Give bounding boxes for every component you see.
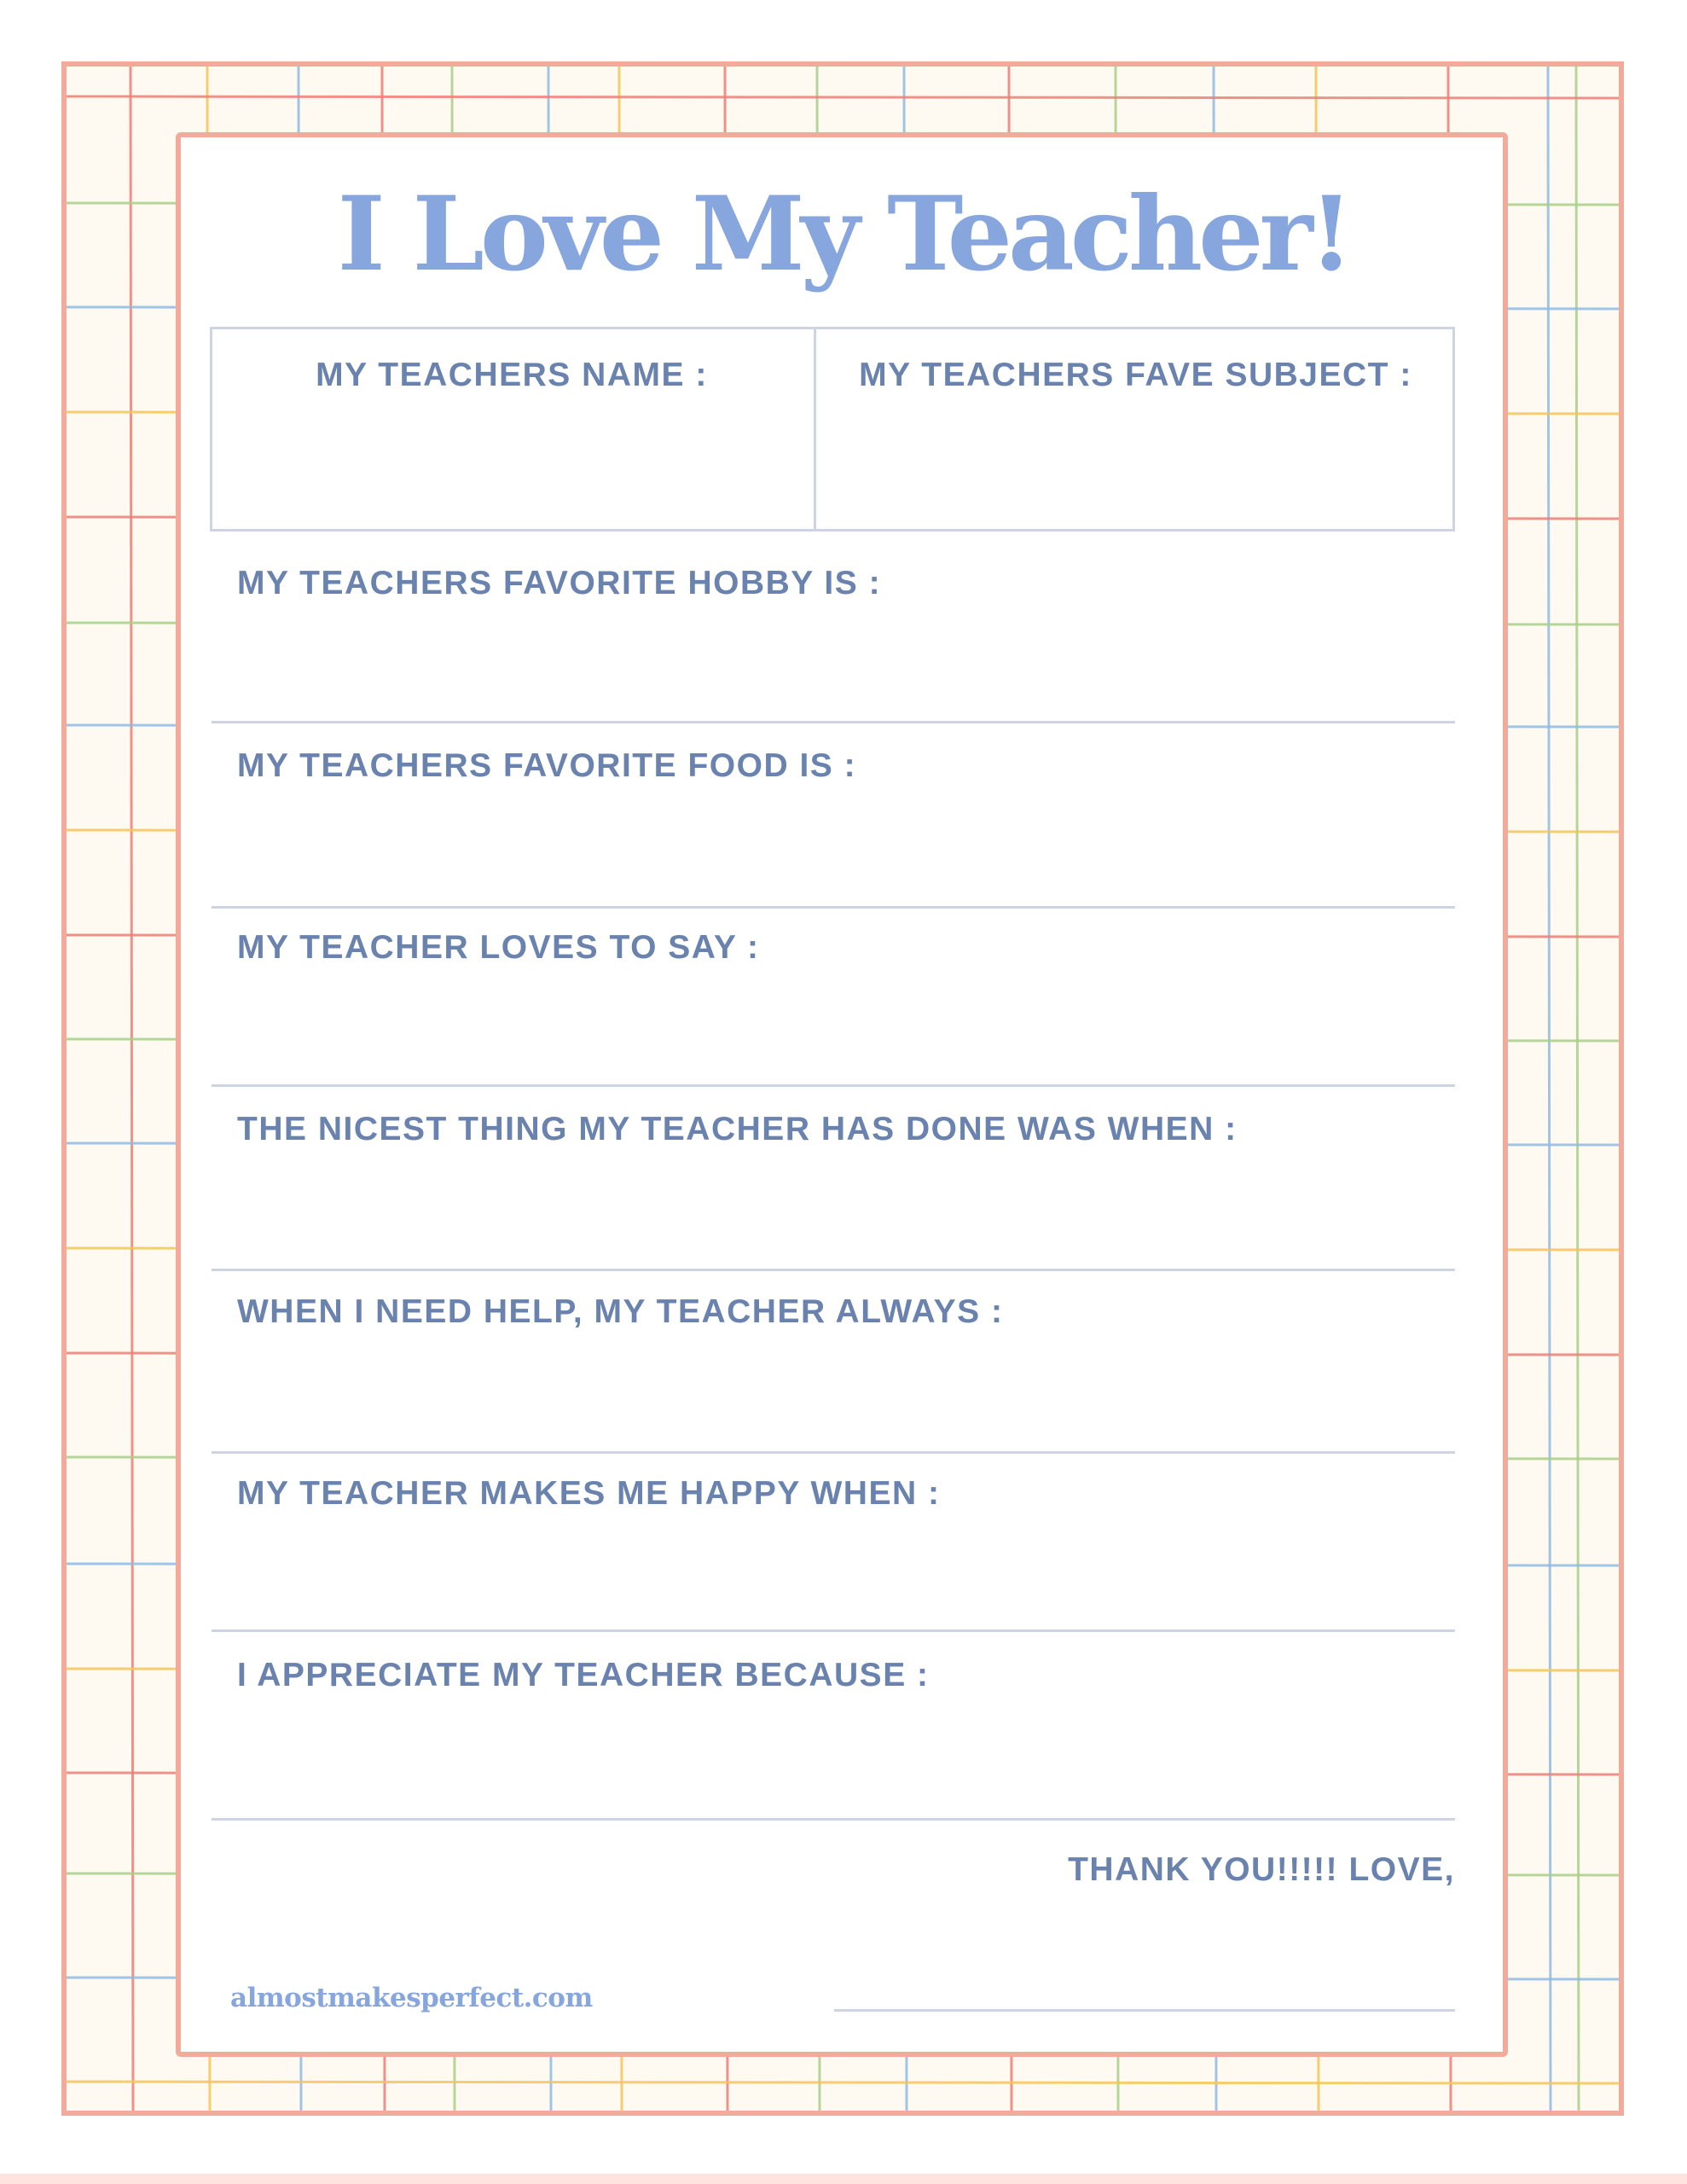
page-title: I Love My Teacher! bbox=[337, 174, 1350, 294]
plaid-line-horizontal bbox=[67, 96, 1619, 98]
nicest-thing-answer-line bbox=[212, 1269, 1455, 1271]
food-answer-line bbox=[212, 906, 1455, 909]
bottom-edge-strip bbox=[0, 2174, 1687, 2184]
website-credit: almostmakesperfect.com bbox=[230, 1983, 593, 2013]
need-help-answer-line bbox=[212, 1451, 1455, 1454]
plaid-line-horizontal bbox=[67, 2082, 1619, 2083]
appreciate-prompt: I APPRECIATE MY TEACHER BECAUSE : bbox=[237, 1657, 930, 1693]
nicest-thing-prompt: THE NICEST THING MY TEACHER HAS DONE WAS WHEN : bbox=[237, 1111, 1238, 1147]
makes-happy-answer-line bbox=[212, 1629, 1455, 1632]
fave-subject-label: MY TEACHERS FAVE SUBJECT : bbox=[859, 357, 1412, 393]
loves-to-say-prompt: MY TEACHER LOVES TO SAY : bbox=[237, 929, 760, 966]
need-help-prompt: WHEN I NEED HELP, MY TEACHER ALWAYS : bbox=[237, 1293, 1004, 1330]
appreciate-answer-line bbox=[212, 1818, 1455, 1821]
signature-line bbox=[834, 2009, 1455, 2012]
makes-happy-prompt: MY TEACHER MAKES ME HAPPY WHEN : bbox=[237, 1475, 941, 1512]
hobby-answer-line bbox=[212, 721, 1455, 723]
plaid-line-vertical bbox=[1576, 67, 1579, 2111]
teachers-name-label: MY TEACHERS NAME : bbox=[316, 357, 708, 393]
closing-text: THANK YOU!!!!! LOVE, bbox=[1068, 1851, 1455, 1888]
loves-to-say-answer-line bbox=[212, 1084, 1455, 1087]
hobby-prompt: MY TEACHERS FAVORITE HOBBY IS : bbox=[237, 565, 882, 601]
plaid-line-vertical bbox=[130, 67, 133, 2111]
plaid-line-vertical bbox=[1548, 67, 1551, 2111]
food-prompt: MY TEACHERS FAVORITE FOOD IS : bbox=[237, 747, 857, 784]
